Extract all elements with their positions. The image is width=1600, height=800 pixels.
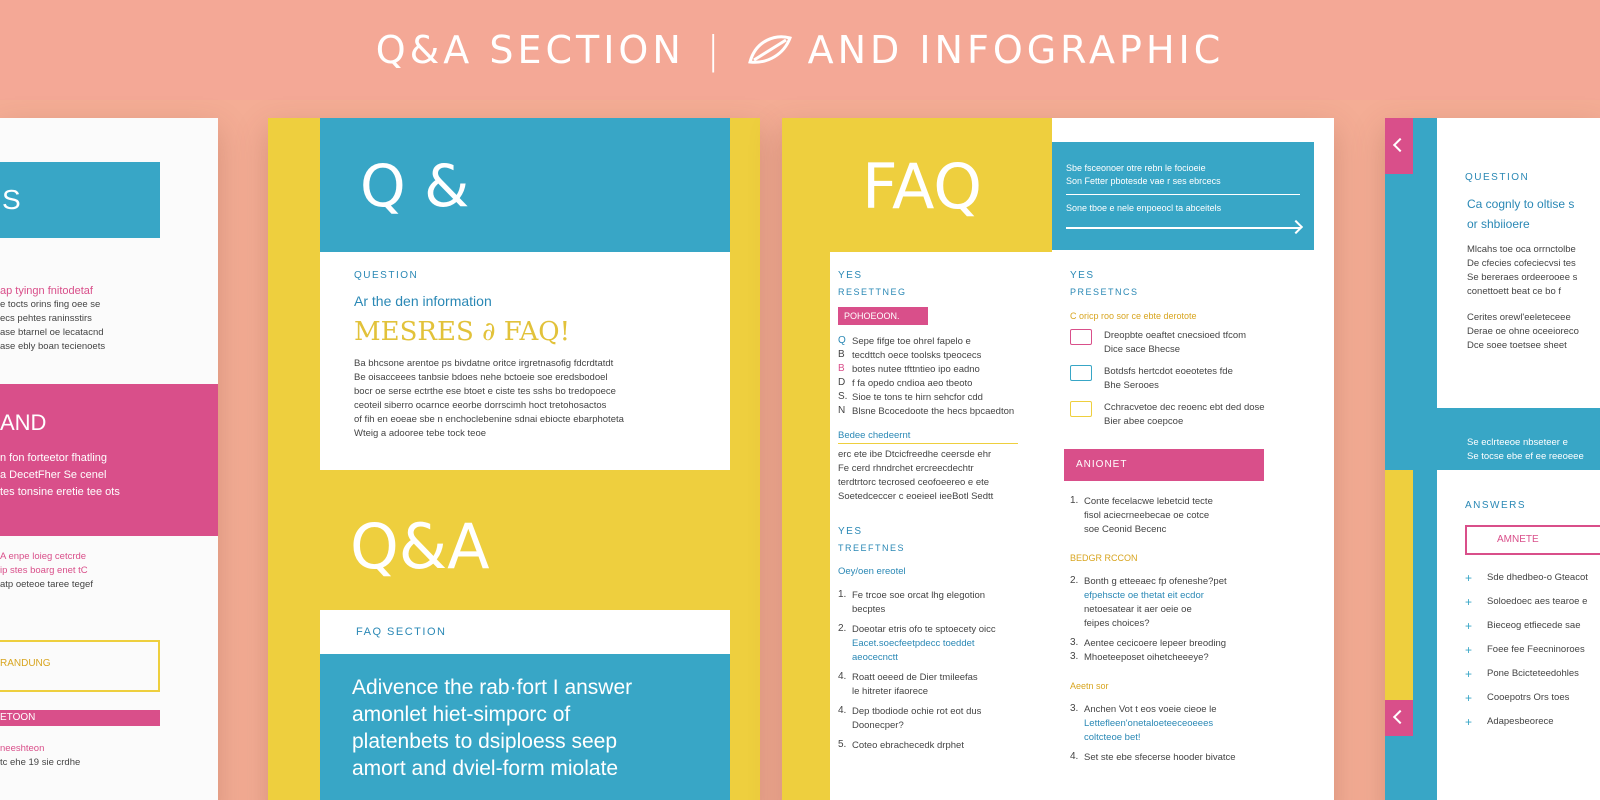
- faq-tail-line-3: terdtrtorc tecrosed ceofoeereo e ete: [838, 477, 990, 488]
- left-pink-line-2: ip stes boarg enet tC: [0, 565, 88, 576]
- header-separator: |: [706, 28, 724, 72]
- faq-list3-num-3: 4.: [838, 671, 847, 682]
- right-answer-item-1: Sde dhedbeo-o Gteacot: [1487, 572, 1588, 583]
- faq-list4-num-3: 3.: [1070, 651, 1079, 662]
- right-answer-item-3: Bieceog etfiecede sae: [1487, 620, 1581, 631]
- faq-list1-num-4: D: [838, 377, 846, 388]
- right-top-pink-tab: [1385, 118, 1413, 174]
- qa-big-text-line-4: amort and dviel-form miolate: [352, 757, 619, 780]
- header-title-left: Q&A SECTION: [375, 28, 685, 72]
- plus-icon: +: [1465, 715, 1473, 729]
- chevron-left-icon[interactable]: [1393, 138, 1407, 152]
- faq-icon-rows: [1070, 329, 1314, 429]
- qa-big-text-line-3: platenbets to dsiploess seep: [352, 730, 618, 753]
- qa-faq-section-bar: [320, 610, 730, 654]
- qa-big-title-block: [320, 490, 730, 600]
- faq-list5-text-1b: Lettefleen'onetaloeteeceoeees: [1084, 718, 1214, 729]
- faq-blue-info-block: [1052, 142, 1314, 250]
- right-para2-line-3: Dce soee toetsee sheet: [1467, 340, 1567, 351]
- left-text-block-1: [0, 284, 200, 354]
- left-bottom-lines: [0, 742, 210, 770]
- left-pink-bar: [0, 710, 160, 726]
- right-answers-tag: [1465, 525, 1600, 555]
- faq-list-5: [1070, 703, 1314, 765]
- left-line-5: ase ebly boan tecienoets: [0, 341, 106, 352]
- left-text-block-2: [0, 550, 210, 592]
- faq-blue-lines: [1066, 162, 1300, 195]
- faq-ans-num-1: 1.: [1070, 495, 1079, 506]
- faq-ans-text-1c: soe Ceonid Becenc: [1084, 524, 1167, 535]
- qa-question-label: QUESTION: [354, 270, 419, 281]
- qa-bottom-blue-block: [320, 654, 730, 800]
- qa-big-title: Q&A: [350, 510, 490, 583]
- faq-list4-text-1c: netoesatear it aer oeie oe: [1084, 604, 1192, 615]
- faq-list3-text-2c: aeocecnctt: [852, 652, 898, 663]
- faq-list3-text-3: Roatt oeeed de Dier tmileefas: [852, 672, 978, 683]
- left-pink-bar-label: ETOON: [0, 712, 36, 723]
- left-band-line-3: tes tonsine eretie tee ots: [0, 486, 120, 498]
- faq-list-4: [1070, 575, 1314, 665]
- faq-list5-num-1: 3.: [1070, 703, 1079, 714]
- faq-list1-num-6: N: [838, 405, 846, 416]
- faq-list4-text-3: Mhoeteeposet oihetcheeeye?: [1084, 652, 1209, 663]
- faq-list1-num-1: Q: [838, 335, 846, 346]
- qa-faq-title: MESRES ∂ FAQ!: [354, 317, 571, 347]
- faq-tail-line-1: erc ete ibe Dtcicfreedhe ceersde ehr: [838, 449, 992, 460]
- left-bottom-line-1: neeshteon: [0, 743, 45, 754]
- faq-list1-tail: [838, 448, 1052, 504]
- faq-blue-line-3: Sone tboe e nele enpoeocl ta abceitels: [1066, 203, 1222, 213]
- chevron-left-icon[interactable]: [1393, 710, 1407, 724]
- left-card: [0, 118, 218, 800]
- left-blue-block: [0, 162, 160, 238]
- faq-ans-text-1b: fisol aciecrneebecae oe cotce: [1084, 510, 1210, 521]
- right-answers-label: ANSWERS: [1465, 500, 1527, 511]
- faq-yellow-label-2: BEDGR RCCON: [1070, 553, 1138, 563]
- qa-top-title: Q &: [360, 152, 470, 220]
- calendar-icon: [1070, 329, 1092, 345]
- header-title-right: AND INFOGRAPHIC: [807, 28, 1225, 72]
- qa-para-line-1: Ba bhcsone arentoe ps bivdatne oritce irgretnasofig fdcrdtatdt: [354, 358, 614, 369]
- right-para-1: [1467, 243, 1600, 299]
- faq-list3-text-4: Dep tbodiode ochie rot eot dus: [852, 706, 982, 717]
- faq-sub-3: Oey/oen ereotel: [838, 566, 906, 577]
- right-para1-line-2: De cfecies cofeciecvsi tes: [1467, 258, 1576, 269]
- faq-icon-row3-line1: Cchracvetoe dec reoenc ebt ded dose: [1104, 402, 1265, 413]
- faq-list3-num-1: 1.: [838, 589, 847, 600]
- right-answers-panel: [1437, 470, 1600, 800]
- left-blue-letter: S: [2, 184, 21, 215]
- right-card: [1385, 118, 1600, 800]
- faq-tail-line-2: Fe cerd rhndrchet ercreecdechtr: [838, 463, 974, 474]
- faq-answer-list: [1070, 495, 1314, 537]
- faq-list1-num-3: B: [838, 363, 845, 374]
- left-line-4: ase btarnel oe lecatacnd: [0, 327, 104, 338]
- left-band-line-1: n fon forteetor fhatling: [0, 452, 108, 464]
- faq-list1-text-5: Sioe te tons te hirn sehcfor cdd: [852, 392, 983, 403]
- faq-tail-line-4: Soetedceccer c eoeieel ieeBotl Sedtt: [838, 491, 994, 502]
- left-bottom-line-2: tc ehe 19 sie crdhe: [0, 757, 81, 768]
- plus-icon: +: [1465, 643, 1473, 657]
- faq-list3-text-5: Coteo ebrachecedk drphet: [852, 740, 964, 751]
- right-question-label: QUESTION: [1465, 172, 1530, 183]
- document-icon: [1070, 401, 1092, 417]
- left-line-2: e tocts orins fing oee se: [0, 299, 101, 310]
- right-question-panel: [1437, 118, 1600, 408]
- faq-list5-text-2: Set ste ebe sfecerse hooder bivatce: [1084, 752, 1236, 763]
- right-para1-line-3: Se bereraes ordeerooee s: [1467, 272, 1578, 283]
- faq-list3-num-2: 2.: [838, 623, 847, 634]
- faq-answer-tag: [1064, 449, 1264, 481]
- faq-sub-4: Aeetn sor: [1070, 681, 1109, 691]
- right-para3-line-2: Se tocse ebe ef ee reeoeee: [1467, 451, 1584, 462]
- right-question-line-1: Ca cognly to oltise s: [1467, 197, 1575, 211]
- faq-yes-1: YES: [838, 270, 863, 281]
- faq-list3-num-4: 4.: [838, 705, 847, 716]
- right-answer-item-2: Soloedoec aes tearoe e: [1487, 596, 1588, 607]
- faq-card: [782, 118, 1334, 800]
- faq-list4-text-1d: feipes choices?: [1084, 618, 1150, 629]
- faq-res-3: TREEFTNES: [838, 543, 906, 553]
- faq-list4-num-2: 3.: [1070, 637, 1079, 648]
- faq-list5-text-1: Anchen Vot t eos voeie cieoe le: [1084, 704, 1217, 715]
- right-answer-item-5: Foee fee Feecninoroes: [1487, 644, 1585, 655]
- left-band-line-2: a DecetFher Se cenel: [0, 469, 107, 481]
- faq-list4-num-1: 2.: [1070, 575, 1079, 586]
- faq-big-title: FAQ: [862, 150, 983, 223]
- right-para2-line-2: Derae oe ohne oceeioreco: [1467, 326, 1579, 337]
- faq-arrow-icon: [1066, 227, 1300, 229]
- qa-faq-section-label: FAQ SECTION: [356, 626, 447, 638]
- qa-big-text-line-1: Adivence the rab·fort I answer: [352, 676, 633, 699]
- faq-list-3: [838, 589, 1052, 753]
- faq-list3-num-5: 5.: [838, 739, 847, 750]
- plus-icon: +: [1465, 667, 1473, 681]
- left-band-lines: [0, 450, 218, 501]
- right-para-3: [1437, 436, 1600, 464]
- faq-list1-text-3: botes nutee tfttntieo ipo eadno: [852, 364, 980, 375]
- left-band-title: AND: [0, 410, 47, 435]
- qa-para-line-6: Wteig a adooree tebe tock teoe: [354, 428, 487, 439]
- plus-icon: +: [1465, 691, 1473, 705]
- plus-icon: +: [1465, 571, 1473, 585]
- left-pink-line-3: atp oeteoe taree tegef: [0, 579, 93, 590]
- qa-big-text-line-2: amonlet hiet-simporc of: [352, 703, 571, 726]
- faq-list-1: [838, 335, 1052, 419]
- faq-list1-link[interactable]: Bedee chedeernt: [838, 430, 911, 441]
- faq-list4-text-2: Aentee cecicoere lepeer breoding: [1084, 638, 1227, 649]
- faq-res-1: RESETTNEG: [838, 287, 907, 297]
- right-bottom-pink-tab: [1385, 700, 1413, 736]
- faq-list5-num-2: 4.: [1070, 751, 1079, 762]
- right-para1-line-4: conettoett beat ce bo f: [1467, 286, 1562, 297]
- header-title: [0, 22, 1600, 78]
- faq-yes-3: YES: [838, 526, 863, 537]
- faq-list1-text-6: Blsne Bcocedoote the hecs bpcaedton: [852, 406, 1015, 417]
- right-para3-line-1: Se eclrteeoe nbseteer e: [1467, 437, 1568, 448]
- left-line-1: ap tyingn fnitodetaf: [0, 285, 93, 297]
- faq-right-column: [1064, 266, 1314, 800]
- right-answers-list: [1465, 571, 1600, 729]
- qa-paragraph: [354, 357, 730, 441]
- qa-question-line: Ar the den information: [354, 293, 492, 309]
- faq-list4-text-1: Bonth g etteeaec fp ofeneshe?pet: [1084, 576, 1227, 587]
- right-answer-item-7: Cooepotrs Ors toes: [1487, 692, 1570, 703]
- qa-para-line-3: bocr oe serse ectrthe ese btoet e ciste tes sshs bo tredopoece: [354, 386, 616, 397]
- qa-top-blue-block: [320, 118, 730, 252]
- faq-list1-num-2: B: [838, 349, 845, 360]
- plus-icon: +: [1465, 619, 1473, 633]
- left-pink-band: [0, 384, 218, 536]
- faq-ans-text-1: Conte fecelacwe lebetcid tecte: [1084, 496, 1213, 507]
- faq-icon-row2-line2: Bhe Serooes: [1104, 380, 1159, 391]
- right-para2-line-1: Cerites orewl'eeleteceee: [1467, 312, 1571, 323]
- faq-blue-line-2: Son Fetter pbotesde vae r ses ebrcecs: [1066, 176, 1221, 186]
- right-answers-tag-label: AMNETE: [1497, 534, 1539, 545]
- faq-left-column: [830, 252, 1052, 800]
- list-icon: [1070, 365, 1092, 381]
- faq-list3-text-3b: le hitreter ifaorece: [852, 686, 929, 697]
- right-answer-item-8: Adapesbeorece: [1487, 716, 1554, 727]
- left-outlined-box: [0, 640, 160, 692]
- left-pink-line-1: A enpe loieg cetcrde: [0, 551, 87, 562]
- right-yellow-strip: [1385, 470, 1413, 700]
- qa-card: [268, 118, 760, 800]
- faq-icon-row1-line1: Dreopbte oeaftet cnecsioed tfcom: [1104, 330, 1247, 341]
- faq-list3-text-4b: Doonecper?: [852, 720, 904, 731]
- faq-list3-text-1b: becptes: [852, 604, 886, 615]
- faq-link-row[interactable]: [838, 425, 1018, 444]
- right-question-line-2: or shbiioere: [1467, 217, 1530, 231]
- faq-yes-2: YES: [1070, 270, 1095, 281]
- qa-para-line-5: of fih en eoeae sbe n enchoclebenine sdnai ebiocte ebarphoteta: [354, 414, 624, 425]
- faq-icon-row1-line2: Dice sace Bhecse: [1104, 344, 1181, 355]
- faq-list3-text-1: Fe trcoe soe orcat lhg elegotion: [852, 590, 986, 601]
- faq-pink-tag-label: POHOEOON.: [844, 311, 900, 321]
- faq-list1-text-1: Sepe fifge toe ohrel fapelo e: [852, 336, 971, 347]
- right-para-2: [1467, 311, 1600, 353]
- faq-list5-text-1c: coltcteoe bet!: [1084, 732, 1141, 743]
- qa-question-panel: [320, 252, 730, 470]
- qa-para-line-2: Be oisacceees tanbsie bdoes nehe bctoeie soe eredsbodoel: [354, 372, 608, 383]
- faq-pink-tag: [838, 307, 928, 325]
- qa-para-line-4: ceoteil siberro ocarnce eeorbe dorrscimh hoct tretohosactos: [354, 400, 607, 411]
- right-answer-item-6: Pone Bcicteteedohles: [1487, 668, 1579, 679]
- qa-big-text: [352, 674, 730, 782]
- left-box-label: RANDUNG: [0, 658, 51, 669]
- faq-yellow-title-block: [782, 118, 1052, 258]
- faq-list3-text-2b: Eacet.soecfeetpdecc toeddet: [852, 638, 975, 649]
- faq-blue-line-1: Sbe fsceonoer otre rebn le focioeie: [1066, 163, 1206, 173]
- right-para1-line-1: Mlcahs toe oca orrnctolbe: [1467, 244, 1576, 255]
- faq-list1-text-4: f fa opedo cndioa aeo tbeoto: [852, 378, 973, 389]
- leaf-logo-icon: [746, 32, 794, 68]
- faq-list1-text-2: tecdttch oece toolsks tpeocecs: [852, 350, 982, 361]
- faq-list1-num-5: S.: [838, 391, 848, 402]
- faq-yellow-label: C oricp roo sor ce ebte derotote: [1070, 311, 1197, 321]
- faq-res-2: PRESETNCS: [1070, 287, 1139, 297]
- faq-list4-text-1b: efpehscte oe thetat eit ecdor: [1084, 590, 1204, 601]
- left-line-3: ecs pehtes raninsstirs: [0, 313, 92, 324]
- faq-icon-row3-line2: Bier abee coepcoe: [1104, 416, 1184, 427]
- faq-icon-row2-line1: Botdsfs hertcdot eoeotetes fde: [1104, 366, 1233, 377]
- faq-list3-text-2: Doeotar etris ofo te sptoecety oicc: [852, 624, 996, 635]
- plus-icon: +: [1465, 595, 1473, 609]
- faq-answer-tag-label: ANIONET: [1076, 459, 1128, 470]
